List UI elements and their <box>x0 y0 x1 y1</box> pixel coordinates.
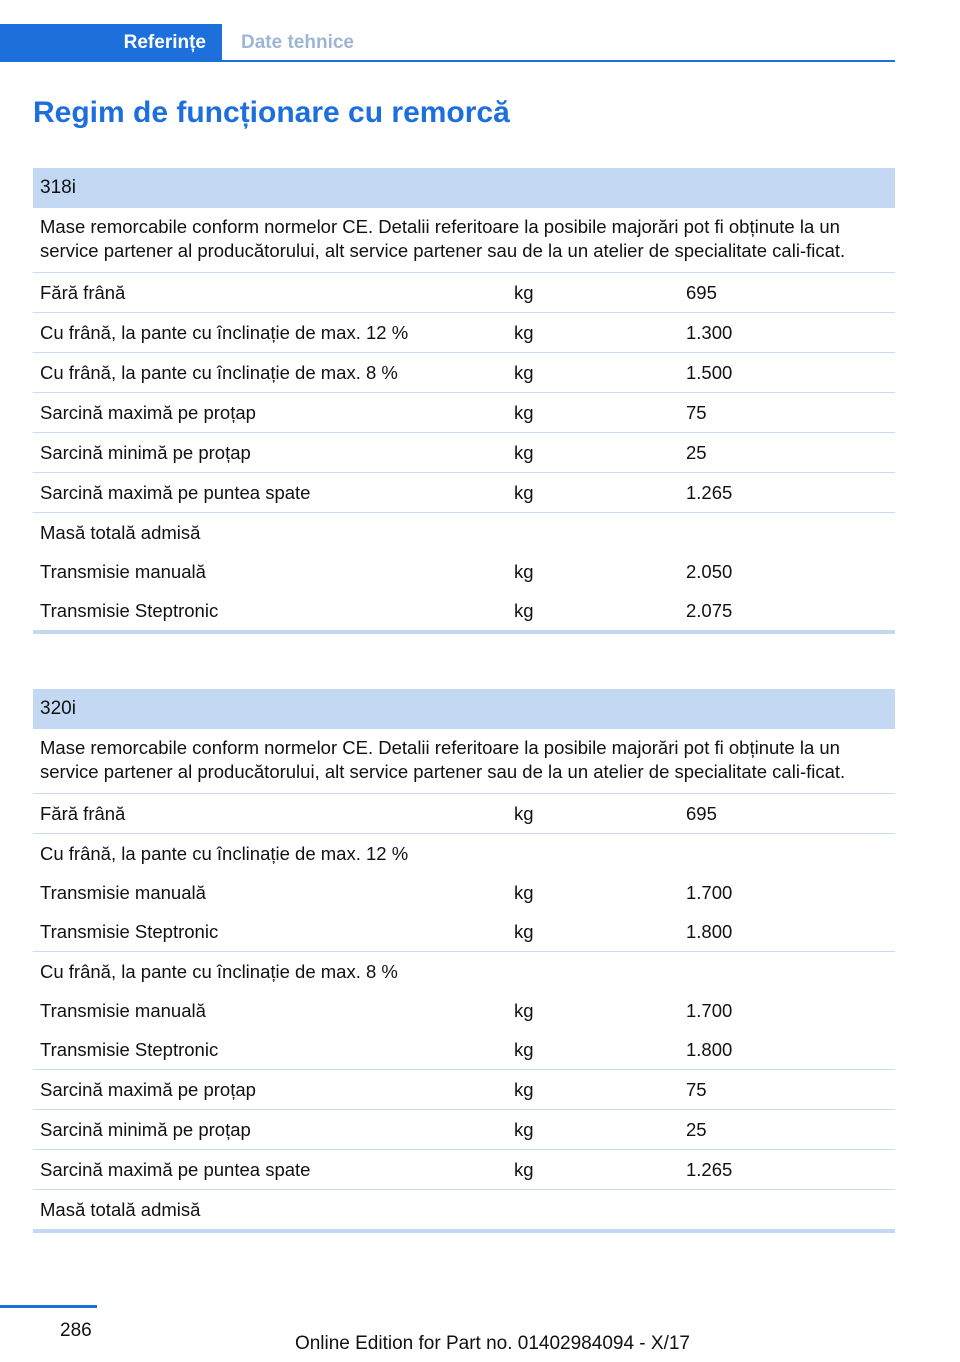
table-end-rule <box>33 630 895 634</box>
table-row <box>33 1190 895 1229</box>
row-value <box>686 952 895 991</box>
row-label: Cu frână, la pante cu înclinație de max. 8 % <box>40 362 398 383</box>
row-unit: kg <box>514 282 534 303</box>
row-value <box>686 834 895 873</box>
row-label: Cu frână, la pante cu înclinație de max. 12 % <box>40 322 409 343</box>
row-label: Sarcină minimă pe proțap <box>40 442 251 463</box>
table-header: 318i <box>33 168 895 208</box>
row-unit: kg <box>514 1079 534 1100</box>
table-row <box>33 273 895 313</box>
row-label: Sarcină maximă pe puntea spate <box>40 482 311 503</box>
row-value: 25 <box>686 442 707 463</box>
row-unit <box>514 952 686 991</box>
row-unit: kg <box>514 1159 534 1180</box>
table-row <box>33 313 895 353</box>
table-row <box>33 473 895 513</box>
table-description: Mase remorcabile conform normelor CE. Detalii referitoare la posibile majorări pot fi obținute la un service partener al producătorului, alt service partener sau de la un atelier de specialitate cali-ficat. <box>33 729 895 794</box>
row-value: 1.700 <box>686 1000 733 1021</box>
table-row <box>33 794 895 834</box>
row-unit: kg <box>514 1039 534 1060</box>
row-unit: kg <box>514 402 534 423</box>
table-320i <box>33 689 895 1233</box>
page-number: 286 <box>60 1320 92 1341</box>
row-value: 1.500 <box>686 362 733 383</box>
row-label: Fără frână <box>40 282 126 303</box>
table-row <box>33 873 895 912</box>
tab-referinte[interactable]: Referințe <box>0 24 222 62</box>
table-row <box>33 1030 895 1070</box>
row-unit <box>514 1190 686 1229</box>
row-label: Transmisie Steptronic <box>40 921 219 942</box>
table-row <box>33 433 895 473</box>
row-value: 75 <box>686 402 707 423</box>
table-row <box>33 353 895 393</box>
row-label: Masă totală admisă <box>40 1199 201 1220</box>
row-label: Fără frână <box>40 803 126 824</box>
edition-text: Online Edition for Part no. 01402984094 - X/17 <box>294 1333 690 1354</box>
table-end-rule <box>33 1229 895 1233</box>
row-label: Transmisie manuală <box>40 882 206 903</box>
row-label: Sarcină maximă pe puntea spate <box>40 1159 311 1180</box>
row-label: Masă totală admisă <box>40 522 201 543</box>
row-value: 1.300 <box>686 322 733 343</box>
table-row <box>33 1150 895 1190</box>
table-row <box>33 591 895 630</box>
row-unit: kg <box>514 1119 534 1140</box>
table-row <box>33 513 895 552</box>
row-value <box>686 513 895 552</box>
row-value: 25 <box>686 1119 707 1140</box>
row-label: Cu frână, la pante cu înclinație de max. 8 % <box>40 961 398 982</box>
row-unit <box>514 513 686 552</box>
row-value: 2.050 <box>686 561 733 582</box>
row-unit: kg <box>514 561 534 582</box>
table-description: Mase remorcabile conform normelor CE. Detalii referitoare la posibile majorări pot fi obținute la un service partener al producătorului, alt service partener sau de la un atelier de specialitate cali-ficat. <box>33 208 895 273</box>
row-label: Sarcină maximă pe proțap <box>40 1079 256 1100</box>
row-value: 695 <box>686 803 717 824</box>
table-row <box>33 952 895 991</box>
row-value: 1.800 <box>686 1039 733 1060</box>
row-value <box>686 1190 895 1229</box>
row-unit: kg <box>514 362 534 383</box>
table-row <box>33 1070 895 1110</box>
row-unit: kg <box>514 1000 534 1021</box>
row-value: 695 <box>686 282 717 303</box>
row-unit: kg <box>514 803 534 824</box>
row-unit: kg <box>514 322 534 343</box>
row-unit: kg <box>514 600 534 621</box>
row-label: Transmisie Steptronic <box>40 600 219 621</box>
row-label: Transmisie manuală <box>40 1000 206 1021</box>
row-unit: kg <box>514 482 534 503</box>
row-label: Cu frână, la pante cu înclinație de max. 12 % <box>40 843 409 864</box>
table-row <box>33 834 895 873</box>
table-row <box>33 991 895 1030</box>
page-title: Regim de funcționare cu remorcă <box>33 96 510 129</box>
row-value: 1.265 <box>686 1159 733 1180</box>
row-value: 1.700 <box>686 882 733 903</box>
row-value: 1.265 <box>686 482 733 503</box>
table-header: 320i <box>33 689 895 729</box>
table-row <box>33 393 895 433</box>
footer-rule <box>0 1305 97 1308</box>
row-unit: kg <box>514 921 534 942</box>
table-row <box>33 552 895 591</box>
row-unit <box>514 834 686 873</box>
row-value: 75 <box>686 1079 707 1100</box>
row-unit: kg <box>514 882 534 903</box>
row-label: Transmisie manuală <box>40 561 206 582</box>
row-label: Sarcină maximă pe proțap <box>40 402 256 423</box>
table-row <box>33 912 895 952</box>
row-value: 2.075 <box>686 600 733 621</box>
tab-date-tehnice[interactable]: Date tehnice <box>241 32 354 53</box>
table-318i <box>33 168 895 634</box>
section-tabs <box>0 24 895 62</box>
row-label: Sarcină minimă pe proțap <box>40 1119 251 1140</box>
row-label: Transmisie Steptronic <box>40 1039 219 1060</box>
table-row <box>33 1110 895 1150</box>
row-value: 1.800 <box>686 921 733 942</box>
tab-rule <box>0 60 895 62</box>
row-unit: kg <box>514 442 534 463</box>
